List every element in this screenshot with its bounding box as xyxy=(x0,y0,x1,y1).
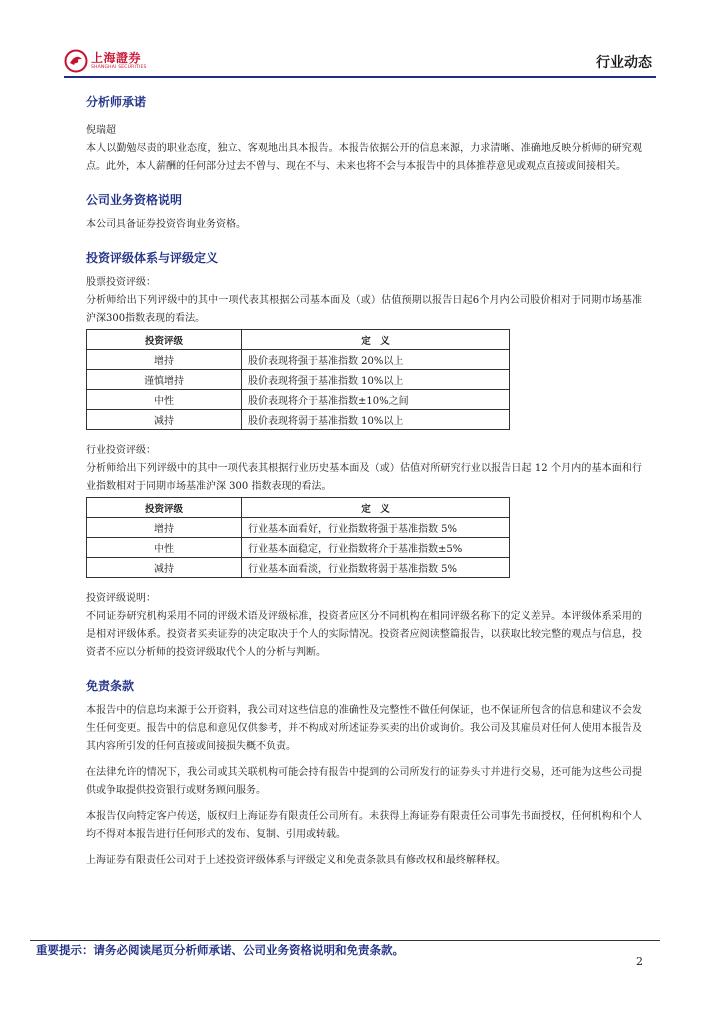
analyst-commitment-heading: 分析师承诺 xyxy=(86,95,147,109)
rating-cell: 谨慎增持 xyxy=(87,370,242,390)
definition-cell: 股价表现将强于基准指数 10%以上 xyxy=(242,370,510,390)
definition-cell: 行业基本面看好，行业指数将强于基准指数 5% xyxy=(242,518,510,538)
analyst-name: 倪瑞超 xyxy=(86,125,116,136)
disclaimer-heading: 免责条款 xyxy=(86,679,135,693)
disclaimer-paragraph-2: 在法律允许的情况下，我公司或其关联机构可能会持有报告中提到的公司所发行的证券头寸并进行交易，还可能为这些公司提供或争取提供投资银行或财务顾问服务。 xyxy=(86,767,642,796)
rating-cell: 中性 xyxy=(87,538,242,558)
table-header-row xyxy=(87,498,510,518)
page-content xyxy=(86,92,642,870)
disclaimer-paragraph-1: 本报告中的信息均来源于公开资料，我公司对这些信息的准确性及完整性不做任何保证，也不保证所包含的信息和建议不会发生任何变更。报告中的信息和意见仅供参考，并不构成对所述证券买卖的出价或询价。我公司及其雇员对任何人使用本报告及其内容所引发的任何直接或间接损失概不负责。 xyxy=(86,705,642,752)
table-row xyxy=(87,350,510,370)
page-number: 2 xyxy=(636,955,643,968)
stock-rating-table xyxy=(86,329,510,430)
rating-column-header: 投资评级 xyxy=(87,330,242,350)
industry-rating-label: 行业投资评级： xyxy=(86,445,156,456)
table-row xyxy=(87,558,510,578)
analyst-commitment-text: 本人以勤勉尽责的职业态度，独立、客观地出具本报告。本报告依据公开的信息来源，力求清晰、准确地反映分析师的研究观点。此外，本人薪酬的任何部分过去不曾与、现在不与、未来也将不会与本报告中的具体推荐意见或观点直接或间接相关。 xyxy=(86,143,642,172)
rating-cell: 减持 xyxy=(87,558,242,578)
rating-cell: 中性 xyxy=(87,390,242,410)
table-row xyxy=(87,518,510,538)
stock-rating-description: 分析师给出下列评级中的其中一项代表其根据公司基本面及（或）估值预期以报告日起6个月内公司股价相对于同期市场基准沪深300指数表现的看法。 xyxy=(86,295,642,324)
stock-rating-label: 股票投资评级： xyxy=(86,277,156,288)
disclaimer-paragraph-3: 本报告仅向特定客户传送，版权归上海证券有限责任公司所有。未获得上海证券有限责任公司事先书面授权，任何机构和个人均不得对本报告进行任何形式的发布、复制、引用或转载。 xyxy=(86,811,642,840)
disclaimer-paragraph-4: 上海证券有限责任公司对于上述投资评级体系与评级定义和免责条款具有修改权和最终解释权。 xyxy=(86,855,506,866)
logo-emblem-icon xyxy=(64,49,88,73)
page-header xyxy=(64,48,656,78)
table-header-row xyxy=(87,330,510,350)
definition-column-header: 定 义 xyxy=(242,330,510,350)
company-logo xyxy=(64,48,147,74)
industry-rating-table xyxy=(86,497,510,578)
report-type-title: 行业动态 xyxy=(596,55,652,71)
rating-note-text: 不同证券研究机构采用不同的评级术语及评级标准，投资者应区分不同机构在相同评级名称下的定义差异。本评级体系采用的是相对评级体系。投资者买卖证券的决定取决于个人的实际情况。投资者应阅读整篇报告，以获取比较完整的观点与信息，投资者不应以分析师的投资评级取代个人的分析与判断。 xyxy=(86,611,642,658)
table-row xyxy=(87,370,510,390)
table-row xyxy=(87,538,510,558)
footer-divider xyxy=(30,940,660,941)
definition-column-header: 定 义 xyxy=(242,498,510,518)
logo-chinese-name: 上海證券 xyxy=(91,50,142,65)
footer-important-note: 重要提示：请务必阅读尾页分析师承诺、公司业务资格说明和免责条款。 xyxy=(36,943,404,957)
rating-cell: 减持 xyxy=(87,410,242,430)
rating-note-label: 投资评级说明： xyxy=(86,593,156,604)
definition-cell: 股价表现将强于基准指数 20%以上 xyxy=(242,350,510,370)
definition-cell: 行业基本面看淡，行业指数将弱于基准指数 5% xyxy=(242,558,510,578)
industry-rating-description: 分析师给出下列评级中的其中一项代表其根据行业历史基本面及（或）估值对所研究行业以报告日起 12 个月内的基本面和行业指数相对于同期市场基准沪深 300 指数表现的看法。 xyxy=(86,463,642,492)
definition-cell: 股价表现将弱于基准指数 10%以上 xyxy=(242,410,510,430)
table-row xyxy=(87,410,510,430)
qualification-heading: 公司业务资格说明 xyxy=(86,193,183,207)
qualification-text: 本公司具备证券投资咨询业务资格。 xyxy=(86,219,246,230)
rating-system-heading: 投资评级体系与评级定义 xyxy=(86,251,219,265)
rating-cell: 增持 xyxy=(87,350,242,370)
logo-english-name: SHANGHAI SECURITIES xyxy=(91,64,147,70)
definition-cell: 行业基本面稳定，行业指数将介于基准指数±5% xyxy=(242,538,510,558)
rating-cell: 增持 xyxy=(87,518,242,538)
rating-column-header: 投资评级 xyxy=(87,498,242,518)
table-row xyxy=(87,390,510,410)
definition-cell: 股价表现将介于基准指数±10%之间 xyxy=(242,390,510,410)
